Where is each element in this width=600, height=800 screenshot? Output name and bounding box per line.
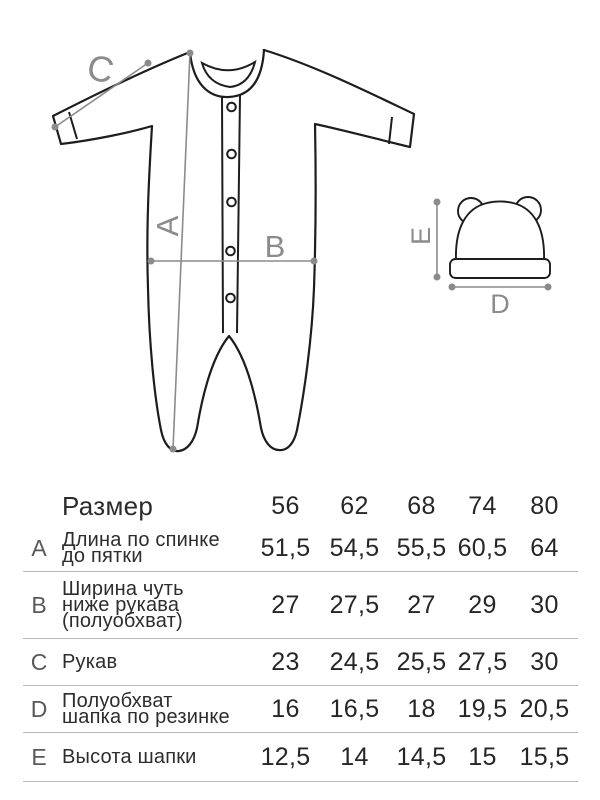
cell-value: 27,5 bbox=[329, 590, 380, 619]
row-label-line: до пятки bbox=[62, 545, 143, 567]
row-letter: C bbox=[30, 648, 48, 675]
cell-value: 55,5 bbox=[396, 533, 447, 562]
cell-value: 18 bbox=[407, 694, 436, 723]
measurement-dot bbox=[434, 199, 441, 206]
row-label bbox=[55, 529, 251, 567]
cell-value: 27,5 bbox=[457, 647, 508, 676]
row-label bbox=[55, 746, 251, 768]
cell-value: 25,5 bbox=[396, 647, 447, 676]
size-table bbox=[23, 487, 578, 782]
measurement-dot bbox=[434, 274, 441, 281]
cell-value: 29 bbox=[468, 590, 497, 619]
row-letter: A bbox=[31, 534, 47, 561]
measurement-dot bbox=[148, 258, 155, 265]
row-label-line: Рукав bbox=[62, 651, 118, 673]
size-column-56: 56 bbox=[271, 491, 300, 520]
row-label-line: Полуобхват bbox=[62, 690, 173, 712]
measurement-dot bbox=[545, 284, 552, 291]
row-label-line: Высота шапки bbox=[62, 746, 197, 768]
cell-value: 16 bbox=[271, 694, 300, 723]
cell-value: 30 bbox=[530, 590, 559, 619]
size-column-68: 68 bbox=[407, 491, 436, 520]
cell-value: 54,5 bbox=[329, 533, 380, 562]
cell-value: 24,5 bbox=[329, 647, 380, 676]
snap-button bbox=[227, 198, 236, 207]
cell-value: 23 bbox=[271, 647, 300, 676]
cell-value: 60,5 bbox=[457, 533, 508, 562]
snap-button bbox=[226, 247, 235, 256]
snap-button bbox=[227, 103, 236, 112]
row-label-line: (полуобхват) bbox=[62, 610, 183, 632]
cell-value: 30 bbox=[530, 647, 559, 676]
cell-value: 27 bbox=[407, 590, 436, 619]
row-letter: E bbox=[31, 743, 47, 770]
table-row-d bbox=[23, 686, 578, 733]
measurement-dot bbox=[187, 50, 194, 57]
measurement-dot bbox=[170, 446, 177, 453]
table-row-b bbox=[23, 572, 578, 639]
table-row-a bbox=[23, 525, 578, 572]
size-header-label: Размер bbox=[62, 490, 154, 521]
row-label-line: ниже рукава bbox=[62, 594, 180, 616]
size-column-62: 62 bbox=[340, 491, 369, 520]
table-row-e bbox=[23, 733, 578, 782]
row-label bbox=[55, 690, 251, 728]
size-column-80: 80 bbox=[530, 491, 559, 520]
row-label bbox=[55, 651, 251, 673]
row-letter: D bbox=[30, 695, 48, 722]
measurement-dot bbox=[145, 60, 152, 67]
size-column-74: 74 bbox=[468, 491, 497, 520]
measurement-label-a: A bbox=[150, 215, 185, 237]
measurement-label-d: D bbox=[490, 289, 510, 319]
measurement-label-e: E bbox=[406, 226, 436, 246]
snap-button bbox=[227, 150, 236, 159]
snap-button bbox=[226, 294, 235, 303]
cell-value: 20,5 bbox=[519, 694, 570, 723]
hat bbox=[450, 197, 550, 278]
measurement-label-b: B bbox=[264, 229, 286, 264]
measurement-dot bbox=[449, 284, 456, 291]
cell-value: 15 bbox=[468, 742, 497, 771]
cell-value: 12,5 bbox=[260, 742, 311, 771]
cell-value: 64 bbox=[530, 533, 559, 562]
row-label-line: шапка по резинке bbox=[62, 706, 230, 728]
row-letter: B bbox=[31, 591, 47, 618]
row-label-line: Длина по спинке bbox=[62, 529, 220, 551]
measurement-dot bbox=[52, 124, 59, 131]
hat-band bbox=[450, 259, 550, 278]
row-label-line: Ширина чуть bbox=[62, 578, 184, 600]
table-row-c bbox=[23, 639, 578, 686]
measurement-label-c: C bbox=[83, 46, 118, 92]
cell-value: 51,5 bbox=[260, 533, 311, 562]
measurement-dot bbox=[311, 258, 318, 265]
cell-value: 15,5 bbox=[519, 742, 570, 771]
cell-value: 27 bbox=[271, 590, 300, 619]
cell-value: 16,5 bbox=[329, 694, 380, 723]
cell-value: 14,5 bbox=[396, 742, 447, 771]
table-header-row bbox=[23, 487, 578, 525]
cell-value: 14 bbox=[340, 742, 369, 771]
cell-value: 19,5 bbox=[457, 694, 508, 723]
row-label bbox=[55, 578, 251, 632]
